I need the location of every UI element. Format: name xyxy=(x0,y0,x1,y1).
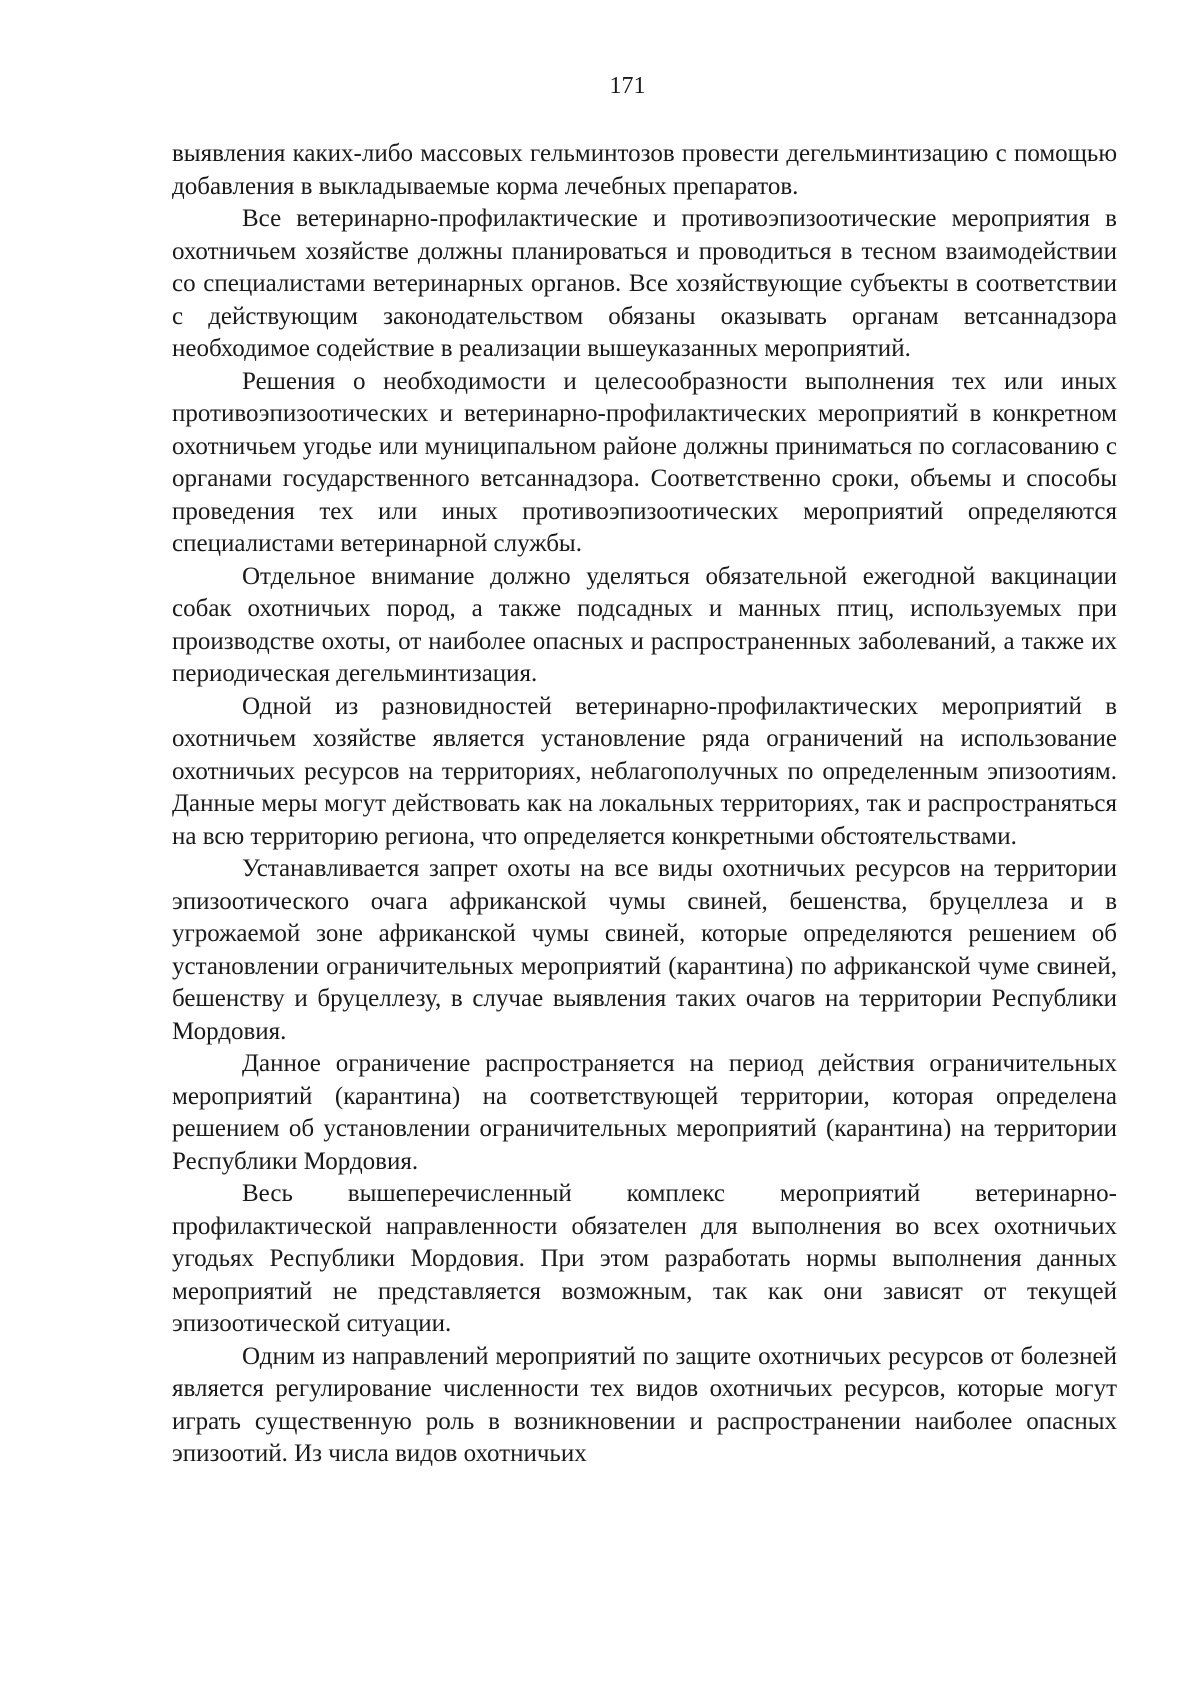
paragraph: Решения о необходимости и целесообразности выполнения тех или иных противоэпизоотических и ветеринарно-профилактических мероприятий в конкретном охотничьем угодье или муниципальном районе должны приниматься по согласованию с органами государственного ветсаннадзора. Соответственно сроки, объемы и способы проведения тех или иных противоэпизоотических мероприятий определяются специалистами ветеринарной службы. xyxy=(172,367,1117,557)
paragraph: Весь вышеперечисленный комплекс мероприятий ветеринарно-профилактической направленности обязателен для выполнения во всех охотничьих угодьях Республики Мордовия. При этом разработать нормы выполнения данных мероприятий не представляется возможным, так как они зависят от текущей эпизоотической ситуации. xyxy=(172,1180,1117,1337)
paragraph: Устанавливается запрет охоты на все виды охотничьих ресурсов на территории эпизоотического очага африканской чумы свиней, бешенства, бруцеллеза и в угрожаемой зоне африканской чумы свиней, которые определяются решением об установлении ограничительных мероприятий (карантина) по африканской чуме свиней, бешенству и бруцеллезу, в случае выявления таких очагов на территории Республики Мордовия. xyxy=(172,855,1117,1045)
paragraph: Данное ограничение распространяется на период действия ограничительных мероприятий (карантина) на соответствующей территории, которая определена решением об установлении ограничительных мероприятий (карантина) на территории Республики Мордовия. xyxy=(172,1050,1117,1175)
document-body xyxy=(172,138,1117,1471)
page-number: 171 xyxy=(609,73,646,99)
paragraph-continuation: выявления каких-либо массовых гельминтозов провести дегельминтизацию с помощью добавления в выкладываемые корма лечебных препаратов. xyxy=(172,140,1117,200)
paragraph: Все ветеринарно-профилактические и противоэпизоотические мероприятия в охотничьем хозяйстве должны планироваться и проводиться в тесном взаимодействии со специалистами ветеринарных органов. Все хозяйствующие субъекты в соответствии с действующим законодательством обязаны оказывать органам ветсаннадзора необходимое содействие в реализации вышеуказанных мероприятий. xyxy=(172,205,1117,362)
paragraph: Отдельное внимание должно уделяться обязательной ежегодной вакцинации собак охотничьих пород, а также подсадных и манных птиц, используемых при производстве охоты, от наиболее опасных и распространенных заболеваний, а также их периодическая дегельминтизация. xyxy=(172,562,1117,687)
paragraph: Одной из разновидностей ветеринарно-профилактических мероприятий в охотничьем хозяйстве является установление ряда ограничений на использование охотничьих ресурсов на территориях, неблагополучных по определенным эпизоотиям. Данные меры могут действовать как на локальных территориях, так и распространяться на всю территорию региона, что определяется конкретными обстоятельствами. xyxy=(172,692,1117,850)
paragraph-last-partial: Одним из направлений мероприятий по защите охотничьих ресурсов от болезней является регулирование численности тех видов охотничьих ресурсов, которые могут играть существенную роль в возникновении и распространении наиболее опасных эпизоотий. Из числа видов охотничьих xyxy=(172,1342,1117,1467)
